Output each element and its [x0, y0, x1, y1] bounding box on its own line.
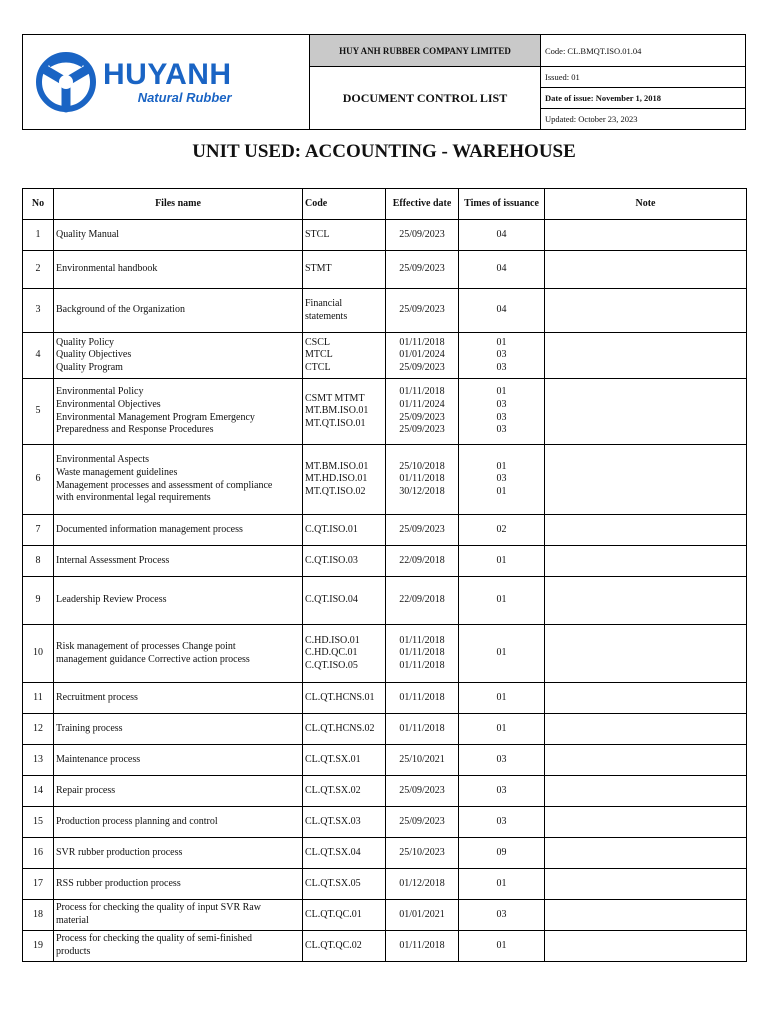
effective-date-line: 01/11/2024	[399, 398, 445, 410]
times-of-issuance-line: 02	[496, 523, 507, 535]
row-number: 15	[23, 807, 54, 838]
effective-date-cell	[386, 379, 459, 445]
col-header-no: No	[23, 189, 54, 220]
times-of-issuance-line: 01	[496, 691, 507, 703]
file-name-cell	[54, 379, 303, 445]
code-line: statements	[305, 310, 348, 322]
note-cell	[545, 931, 747, 962]
file-name-line: Process for checking the quality of semi-finished	[56, 933, 253, 945]
unit-title: UNIT USED: ACCOUNTING - WAREHOUSE	[192, 141, 576, 162]
times-of-issuance-line: 01	[496, 485, 507, 497]
file-name-line: Risk management of processes Change point	[56, 640, 236, 652]
table-row	[23, 869, 747, 900]
col-header-files-name: Files name	[54, 189, 303, 220]
times-of-issuance-cell	[459, 625, 545, 683]
effective-date-line: 01/11/2018	[399, 691, 445, 703]
file-name-cell	[54, 445, 303, 515]
file-name-line: Internal Assessment Process	[56, 554, 170, 566]
times-of-issuance-cell	[459, 714, 545, 745]
file-name-cell	[54, 869, 303, 900]
effective-date-line: 22/09/2018	[399, 554, 445, 566]
file-name-cell	[54, 625, 303, 683]
code-line: C.QT.ISO.05	[305, 659, 358, 671]
file-name-cell	[54, 931, 303, 962]
note-cell	[545, 745, 747, 776]
code-line: STMT	[305, 263, 332, 275]
file-name-line: Documented information management process	[56, 523, 243, 535]
effective-date-cell	[386, 683, 459, 714]
table-row	[23, 515, 747, 546]
file-name-line: Preparedness and Response Procedures	[56, 424, 214, 436]
note-cell	[545, 445, 747, 515]
file-name-line: Environmental Policy	[56, 386, 144, 398]
note-cell	[545, 900, 747, 931]
table-row	[23, 445, 747, 515]
file-name-cell	[54, 683, 303, 714]
file-name-line: Environmental Objectives	[56, 398, 161, 410]
row-number: 1	[23, 220, 54, 251]
times-of-issuance-cell	[459, 546, 545, 577]
date-of-issue: Date of issue: November 1, 2018	[541, 88, 746, 109]
effective-date-line: 01/11/2018	[399, 386, 445, 398]
effective-date-cell	[386, 807, 459, 838]
effective-date-line: 01/11/2018	[399, 336, 445, 348]
effective-date-line: 25/10/2023	[399, 846, 445, 858]
times-of-issuance-line: 01	[496, 554, 507, 566]
document-code: Code: CL.BMQT.ISO.01.04	[541, 35, 746, 67]
times-of-issuance-cell	[459, 931, 545, 962]
times-of-issuance-cell	[459, 869, 545, 900]
table-row	[23, 220, 747, 251]
code-line: CL.QT.SX.01	[305, 753, 361, 765]
row-number: 6	[23, 445, 54, 515]
effective-date-cell	[386, 289, 459, 333]
row-number: 19	[23, 931, 54, 962]
code-line: MT.QT.ISO.01	[305, 417, 366, 429]
times-of-issuance-cell	[459, 445, 545, 515]
note-cell	[545, 869, 747, 900]
note-cell	[545, 807, 747, 838]
code-line: CSCL	[305, 336, 331, 348]
code-cell	[303, 931, 386, 962]
effective-date-line: 01/11/2018	[399, 722, 445, 734]
document-header	[22, 34, 746, 130]
code-line: CL.QT.HCNS.01	[305, 691, 375, 703]
times-of-issuance-line: 04	[496, 263, 507, 275]
effective-date-line: 01/01/2021	[399, 908, 445, 920]
table-row	[23, 838, 747, 869]
file-name-line: Environmental Management Program Emergency	[56, 411, 255, 423]
row-number: 8	[23, 546, 54, 577]
note-cell	[545, 838, 747, 869]
effective-date-line: 25/09/2023	[399, 815, 445, 827]
times-of-issuance-line: 01	[496, 647, 507, 659]
note-cell	[545, 625, 747, 683]
code-line: C.QT.ISO.04	[305, 594, 358, 606]
file-name-line: Background of the Organization	[56, 304, 185, 316]
effective-date-cell	[386, 546, 459, 577]
file-name-cell	[54, 745, 303, 776]
effective-date-line: 25/09/2023	[399, 784, 445, 796]
file-name-line: Quality Program	[56, 361, 123, 373]
file-name-cell	[54, 714, 303, 745]
code-line: C.HD.QC.01	[305, 647, 358, 659]
code-cell	[303, 683, 386, 714]
note-cell	[545, 714, 747, 745]
document-title: DOCUMENT CONTROL LIST	[310, 67, 541, 130]
file-name-line: Recruitment process	[56, 691, 138, 703]
effective-date-cell	[386, 745, 459, 776]
file-name-line: Management processes and assessment of compliance	[56, 479, 273, 491]
times-of-issuance-line: 03	[496, 361, 507, 373]
logo-cell	[23, 35, 310, 130]
effective-date-cell	[386, 869, 459, 900]
col-header-effective-date: Effective date	[386, 189, 459, 220]
code-cell	[303, 625, 386, 683]
code-cell	[303, 577, 386, 625]
effective-date-line: 25/09/2023	[399, 228, 445, 240]
code-cell	[303, 220, 386, 251]
code-cell	[303, 251, 386, 289]
row-number: 7	[23, 515, 54, 546]
file-name-cell	[54, 838, 303, 869]
file-name-cell	[54, 577, 303, 625]
file-name-cell	[54, 515, 303, 546]
table-header-row	[23, 189, 747, 220]
code-cell	[303, 546, 386, 577]
code-cell	[303, 900, 386, 931]
times-of-issuance-line: 03	[496, 349, 507, 361]
note-cell	[545, 220, 747, 251]
times-of-issuance-cell	[459, 683, 545, 714]
times-of-issuance-line: 01	[496, 939, 507, 951]
file-name-line: management guidance Corrective action process	[56, 653, 250, 665]
times-of-issuance-line: 03	[496, 473, 507, 485]
issued-number: Issued: 01	[541, 67, 746, 88]
file-name-cell	[54, 807, 303, 838]
file-name-line: Repair process	[56, 784, 116, 796]
file-name-cell	[54, 900, 303, 931]
effective-date-line: 25/09/2023	[399, 304, 445, 316]
effective-date-cell	[386, 900, 459, 931]
effective-date-cell	[386, 714, 459, 745]
file-name-cell	[54, 776, 303, 807]
table-row	[23, 577, 747, 625]
effective-date-cell	[386, 251, 459, 289]
table-row	[23, 379, 747, 445]
row-number: 18	[23, 900, 54, 931]
file-name-line: Production process planning and control	[56, 815, 218, 827]
code-line: CL.QT.SX.04	[305, 846, 361, 858]
code-line: CL.QT.SX.05	[305, 877, 361, 889]
times-of-issuance-cell	[459, 251, 545, 289]
table-row	[23, 900, 747, 931]
code-cell	[303, 776, 386, 807]
times-of-issuance-line: 03	[496, 398, 507, 410]
effective-date-cell	[386, 220, 459, 251]
effective-date-cell	[386, 333, 459, 379]
times-of-issuance-line: 03	[496, 424, 507, 436]
times-of-issuance-cell	[459, 515, 545, 546]
code-cell	[303, 379, 386, 445]
file-name-line: with environmental legal requirements	[56, 492, 211, 504]
code-cell	[303, 869, 386, 900]
company-name: HUY ANH RUBBER COMPANY LIMITED	[310, 35, 541, 67]
code-cell	[303, 714, 386, 745]
code-line: MTCL	[305, 349, 333, 361]
effective-date-line: 25/10/2021	[399, 753, 445, 765]
effective-date-line: 25/09/2023	[399, 263, 445, 275]
code-cell	[303, 289, 386, 333]
file-name-line: products	[56, 946, 91, 957]
times-of-issuance-line: 03	[496, 411, 507, 423]
code-line: C.QT.ISO.03	[305, 554, 358, 566]
code-line: MT.BM.ISO.01	[305, 460, 369, 472]
code-line: CL.QT.QC.02	[305, 939, 362, 951]
times-of-issuance-line: 01	[496, 460, 507, 472]
code-line: C.HD.ISO.01	[305, 634, 360, 646]
file-name-line: Environmental Aspects	[56, 454, 150, 466]
times-of-issuance-line: 09	[496, 846, 507, 858]
times-of-issuance-cell	[459, 900, 545, 931]
file-name-line: RSS rubber production process	[56, 877, 181, 889]
col-header-code: Code	[303, 189, 386, 220]
file-name-line: Leadership Review Process	[56, 594, 167, 606]
file-name-cell	[54, 333, 303, 379]
effective-date-line: 25/09/2023	[399, 361, 445, 373]
updated-date: Updated: October 23, 2023	[541, 109, 746, 130]
effective-date-line: 01/11/2018	[399, 659, 445, 671]
note-cell	[545, 776, 747, 807]
effective-date-cell	[386, 838, 459, 869]
company-logo	[27, 35, 305, 129]
table-row	[23, 683, 747, 714]
effective-date-cell	[386, 776, 459, 807]
note-cell	[545, 289, 747, 333]
file-name-line: Waste management guidelines	[56, 466, 178, 478]
code-line: CL.QT.HCNS.02	[305, 722, 375, 734]
times-of-issuance-cell	[459, 838, 545, 869]
times-of-issuance-line: 03	[496, 784, 507, 796]
times-of-issuance-cell	[459, 776, 545, 807]
effective-date-line: 01/12/2018	[399, 877, 445, 889]
note-cell	[545, 379, 747, 445]
times-of-issuance-line: 03	[496, 815, 507, 827]
row-number: 4	[23, 333, 54, 379]
effective-date-line: 30/12/2018	[399, 485, 445, 497]
times-of-issuance-cell	[459, 379, 545, 445]
code-cell	[303, 838, 386, 869]
times-of-issuance-line: 03	[496, 753, 507, 765]
code-line: MT.BM.ISO.01	[305, 405, 369, 417]
file-name-line: Environmental handbook	[56, 263, 158, 275]
code-line: CL.QT.SX.02	[305, 784, 361, 796]
times-of-issuance-cell	[459, 220, 545, 251]
file-name-cell	[54, 220, 303, 251]
table-row	[23, 931, 747, 962]
code-cell	[303, 445, 386, 515]
row-number: 13	[23, 745, 54, 776]
note-cell	[545, 577, 747, 625]
times-of-issuance-cell	[459, 333, 545, 379]
times-of-issuance-cell	[459, 289, 545, 333]
code-line: CTCL	[305, 361, 331, 373]
note-cell	[545, 251, 747, 289]
effective-date-line: 01/11/2018	[399, 634, 445, 646]
times-of-issuance-cell	[459, 807, 545, 838]
effective-date-line: 01/11/2018	[399, 647, 445, 659]
file-name-cell	[54, 289, 303, 333]
brand-name: HUYANH	[103, 58, 232, 91]
effective-date-cell	[386, 625, 459, 683]
file-name-line: SVR rubber production process	[56, 846, 183, 858]
table-row	[23, 289, 747, 333]
times-of-issuance-line: 01	[496, 386, 507, 398]
file-name-line: Training process	[56, 722, 123, 734]
code-line: MT.QT.ISO.02	[305, 485, 366, 497]
effective-date-line: 01/01/2024	[399, 349, 445, 361]
times-of-issuance-cell	[459, 577, 545, 625]
document-control-table	[22, 188, 747, 962]
note-cell	[545, 333, 747, 379]
effective-date-line: 01/11/2018	[399, 939, 445, 951]
times-of-issuance-line: 04	[496, 228, 507, 240]
effective-date-line: 25/09/2023	[399, 523, 445, 535]
code-line: C.QT.ISO.01	[305, 523, 358, 535]
col-header-times-of-issuance: Times of issuance	[459, 189, 545, 220]
table-row	[23, 251, 747, 289]
code-cell	[303, 807, 386, 838]
note-cell	[545, 546, 747, 577]
times-of-issuance-line: 01	[496, 722, 507, 734]
effective-date-line: 22/09/2018	[399, 594, 445, 606]
code-line: CL.QT.SX.03	[305, 815, 361, 827]
row-number: 14	[23, 776, 54, 807]
file-name-cell	[54, 546, 303, 577]
code-cell	[303, 333, 386, 379]
effective-date-cell	[386, 577, 459, 625]
row-number: 11	[23, 683, 54, 714]
times-of-issuance-cell	[459, 745, 545, 776]
brand-tagline: Natural Rubber	[137, 90, 232, 105]
effective-date-line: 25/09/2023	[399, 411, 445, 423]
effective-date-line: 25/09/2023	[399, 424, 445, 436]
table-row	[23, 776, 747, 807]
code-line: Financial	[305, 297, 343, 309]
row-number: 9	[23, 577, 54, 625]
table-row	[23, 714, 747, 745]
file-name-line: Quality Objectives	[56, 349, 132, 361]
table-row	[23, 625, 747, 683]
times-of-issuance-line: 01	[496, 336, 507, 348]
file-name-line: Maintenance process	[56, 753, 141, 765]
note-cell	[545, 683, 747, 714]
row-number: 2	[23, 251, 54, 289]
wheel-logo-icon	[35, 51, 97, 113]
effective-date-cell	[386, 445, 459, 515]
file-name-line: Process for checking the quality of input SVR Raw	[56, 902, 261, 914]
file-name-line: material	[56, 915, 89, 926]
row-number: 5	[23, 379, 54, 445]
times-of-issuance-line: 04	[496, 304, 507, 316]
times-of-issuance-line: 01	[496, 594, 507, 606]
code-cell	[303, 745, 386, 776]
file-name-line: Quality Manual	[56, 228, 120, 240]
row-number: 3	[23, 289, 54, 333]
effective-date-cell	[386, 515, 459, 546]
row-number: 10	[23, 625, 54, 683]
effective-date-line: 01/11/2018	[399, 473, 445, 485]
times-of-issuance-line: 03	[496, 908, 507, 920]
code-line: CSMT MTMT	[305, 392, 365, 404]
effective-date-line: 25/10/2018	[399, 460, 445, 472]
table-row	[23, 807, 747, 838]
table-row	[23, 333, 747, 379]
row-number: 16	[23, 838, 54, 869]
note-cell	[545, 515, 747, 546]
file-name-line: Quality Policy	[56, 336, 115, 348]
effective-date-cell	[386, 931, 459, 962]
col-header-note: Note	[545, 189, 747, 220]
row-number: 17	[23, 869, 54, 900]
row-number: 12	[23, 714, 54, 745]
times-of-issuance-line: 01	[496, 877, 507, 889]
table-row	[23, 546, 747, 577]
file-name-cell	[54, 251, 303, 289]
code-line: MT.HD.ISO.01	[305, 473, 368, 485]
code-cell	[303, 515, 386, 546]
table-row	[23, 745, 747, 776]
code-line: STCL	[305, 228, 330, 240]
code-line: CL.QT.QC.01	[305, 908, 362, 920]
